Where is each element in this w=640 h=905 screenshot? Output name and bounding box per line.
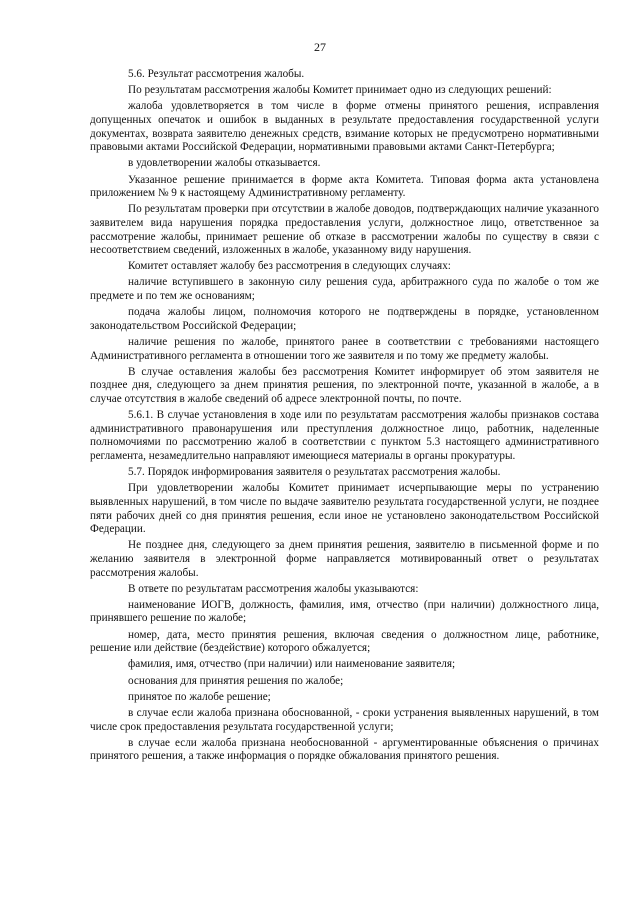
document-body [90,68,599,767]
paragraph: По результатам проверки при отсутствии в жалобе доводов, подтверждающих наличие указанного заявителем вида нарушения порядка предоставления услуги, должностное лицо, ответственное за рассмотрение жалобы, принимает решение об отказе в рассмотрении жалобы по существу в связи с несоответствием сведений, изложенных в жалобе, указанному виду нарушения. [90,203,599,257]
paragraph: наличие решения по жалобе, принятого ранее в соответствии с требованиями настоящего Административного регламента в отношении того же заявителя и по тому же предмету жалобы. [90,336,599,362]
paragraph: в удовлетворении жалобы отказывается. [128,157,321,170]
paragraph: фамилия, имя, отчество (при наличии) или наименование заявителя; [128,658,456,671]
paragraph: в случае если жалоба признана необоснованной - аргументированные объяснения о причинах принятого решения, а также информация о порядке обжалования принятого решения. [90,736,599,763]
paragraph: номер, дата, место принятия решения, включая сведения о должностном лице, работнике, решение или действие (бездействие) которого обжалуется; [90,628,599,655]
paragraph: При удовлетворении жалобы Комитет принимает исчерпывающие меры по устранению выявленных нарушений, в том числе по выдаче заявителю результата государственной услуги, не позднее пяти рабочих дней со дня принятия решения, если иное не установлено законодательством Российской Федерации. [90,482,599,536]
paragraph: наименование ИОГВ, должность, фамилия, имя, отчество (при наличии) должностного лица, принявшего решение по жалобе; [90,598,599,625]
paragraph: Комитет оставляет жалобу без рассмотрения в следующих случаях: [128,260,451,273]
paragraph: В случае оставления жалобы без рассмотрения Комитет информирует об этом заявителя не позднее дня, следующего за днем принятия решения, по электронной почте, указанной в жалобе, а в случае отсутствия в жалобе сведений об адресе электронной почты, по почте. [90,365,599,405]
section-heading-5-7: 5.7. Порядок информирования заявителя о результатах рассмотрения жалобы. [128,466,501,479]
paragraph: основания для принятия решения по жалобе; [128,674,344,687]
paragraph: В ответе по результатам рассмотрения жалобы указываются: [128,582,419,595]
paragraph: подача жалобы лицом, полномочия которого не подтверждены в порядке, установленном законодательством Российской Федерации; [90,306,599,332]
paragraph: Не позднее дня, следующего за днем принятия решения, заявителю в письменной форме и по желанию заявителя в электронной форме направляется мотивированный ответ о результатах рассмотрения жалобы. [90,539,599,579]
paragraph: принятое по жалобе решение; [128,690,271,703]
paragraph: жалоба удовлетворяется в том числе в форме отмены принятого решения, исправления допущенных опечаток и ошибок в выданных в результате предоставления государственной услуги документах, возврата заявителю денежных средств, взимание которых не предусмотрено нормативными правовыми актами Российской Федерации, нормативными правовыми актами Санкт-Петербурга; [90,100,599,154]
section-heading-5-6: 5.6. Результат рассмотрения жалобы. [128,68,305,80]
page-number: 27 [314,40,326,54]
paragraph: 5.6.1. В случае установления в ходе или по результатам рассмотрения жалобы признаков состава административного правонарушения или преступления должностное лицо, работник, наделенные полномочиями по рассмотрению жалоб в соответствии с пунктом 5.3 настоящего административного регламента, незамедлительно направляют имеющиеся материалы в органы прокуратуры. [90,409,599,462]
paragraph: Указанное решение принимается в форме акта Комитета. Типовая форма акта установлена приложением № 9 к настоящему Административному регламенту. [90,173,599,200]
paragraph: наличие вступившего в законную силу решения суда, арбитражного суда по жалобе о том же предмете и по тем же основаниям; [90,276,599,303]
paragraph: в случае если жалоба признана обоснованной, - сроки устранения выявленных нарушений, в том числе срок предоставления результата государственной услуги; [90,707,599,733]
paragraph: По результатам рассмотрения жалобы Комитет принимает одно из следующих решений: [128,84,552,97]
